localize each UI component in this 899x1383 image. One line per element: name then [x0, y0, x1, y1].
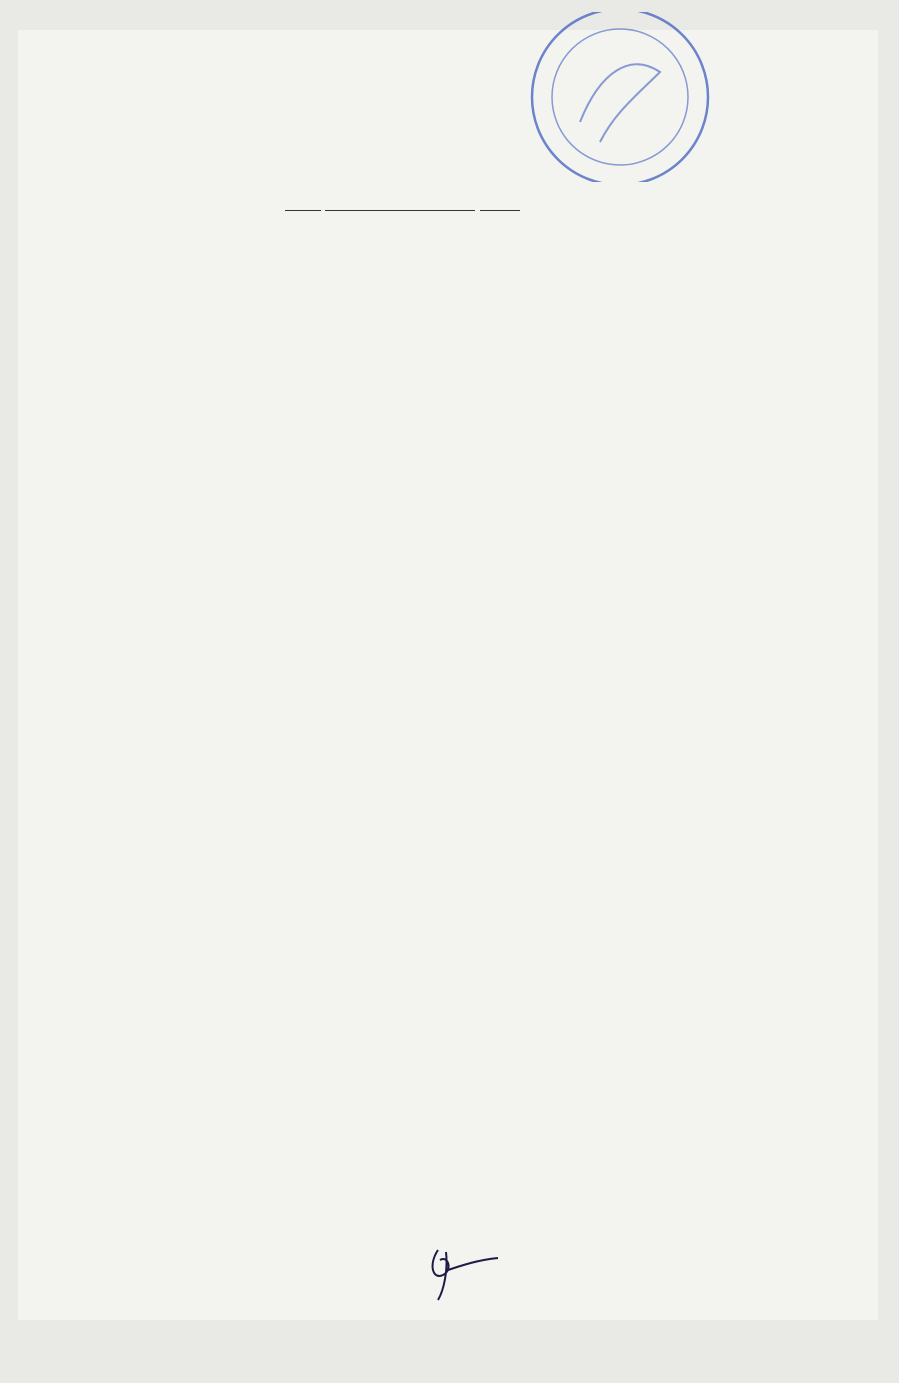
date-day [285, 210, 321, 211]
date-year [480, 210, 520, 211]
date-month [325, 210, 475, 211]
official-stamp [520, 12, 720, 182]
menu-date [285, 196, 520, 216]
menu-sheet [18, 30, 878, 1320]
chef-signature [418, 1240, 508, 1305]
